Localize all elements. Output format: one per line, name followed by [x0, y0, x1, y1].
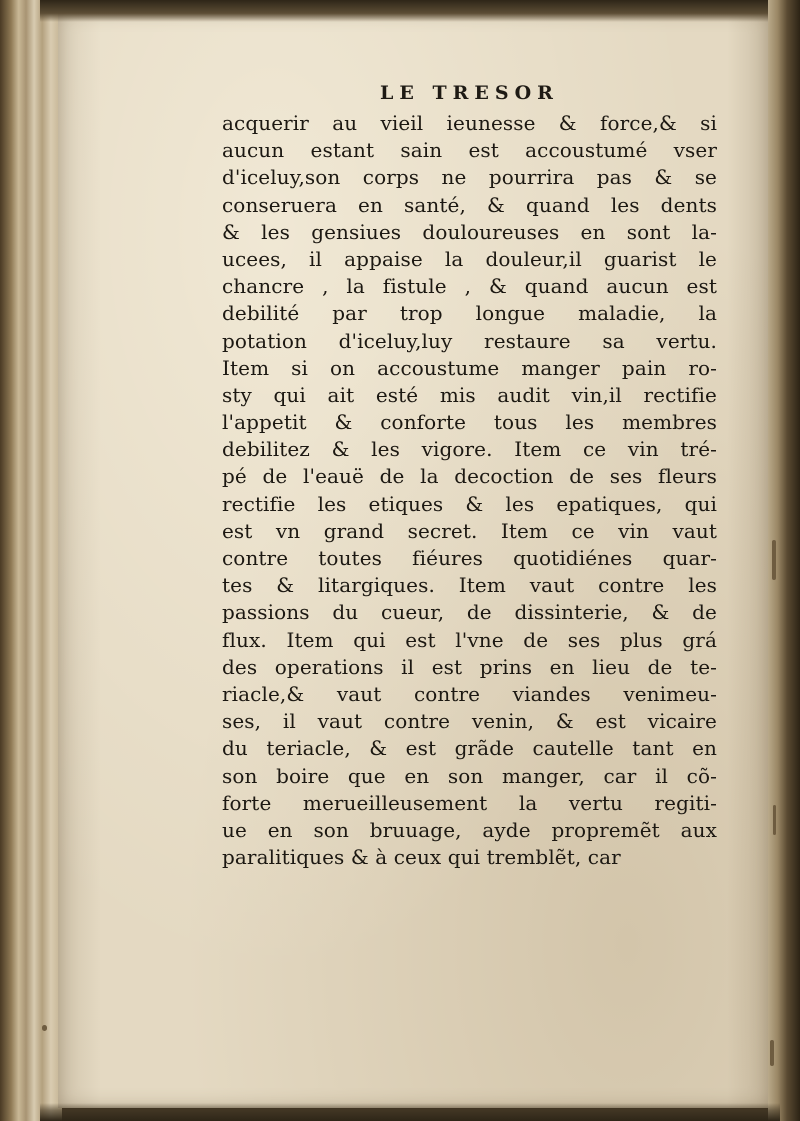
- text-line: sty qui ait esté mis audit vin,il rectifie: [222, 382, 717, 407]
- text-line: rectifie les etiques & les epatiques, qui: [222, 491, 717, 516]
- text-line: paralitiques & à ceux qui tremblẽt, car: [222, 845, 621, 870]
- text-line: debilité par trop longue maladie, la: [222, 301, 717, 326]
- page-top-shadow: [40, 0, 780, 22]
- text-line: & les gensiues douloureuses en sont la-: [222, 219, 717, 244]
- text-line: chancre , la fistule , & quand aucun est: [222, 274, 717, 299]
- text-line: riacle,& vaut contre viandes venimeu-: [222, 681, 717, 706]
- text-line: ue en son bruuage, ayde propremẽt aux: [222, 817, 717, 842]
- text-line: l'appetit & conforte tous les membres: [222, 410, 717, 435]
- book-edge-left: [0, 0, 62, 1121]
- page-bottom-shadow: [40, 1103, 780, 1121]
- right-margin-mark: [772, 540, 776, 580]
- text-line: tes & litargiques. Item vaut contre les: [222, 573, 717, 598]
- text-line: conseruera en santé, & quand les dents: [222, 192, 717, 217]
- right-margin-mark: [770, 1040, 774, 1066]
- left-margin-mark: [42, 1025, 47, 1031]
- body-text: [222, 110, 717, 871]
- text-line: forte merueilleusement la vertu regiti-: [222, 790, 717, 815]
- text-line: debilitez & les vigore. Item ce vin tré-: [222, 437, 717, 462]
- text-line: aucun estant sain est accoustumé vser: [222, 138, 717, 163]
- text-line: des operations il est prins en lieu de te-: [222, 654, 717, 679]
- text-line: passions du cueur, de dissinterie, & de: [222, 600, 717, 625]
- text-line: potation d'iceluy,luy restaure sa vertu.: [222, 328, 717, 353]
- text-line: ses, il vaut contre venin, & est vicaire: [222, 709, 717, 734]
- text-line: acquerir au vieil ieunesse & force,& si: [222, 111, 717, 135]
- text-line: contre toutes fiéures quotidiénes quar-: [222, 546, 717, 570]
- text-line: son boire que en son manger, car il cõ-: [222, 763, 717, 788]
- text-line: du teriacle, & est grãde cautelle tant en: [222, 736, 717, 761]
- right-margin-mark: [773, 805, 776, 835]
- text-line: ucees, il appaise la douleur,il guarist le: [222, 246, 717, 271]
- text-line: flux. Item qui est l'vne de ses plus grá: [222, 627, 717, 652]
- text-line: Item si on accoustume manger pain ro-: [222, 355, 717, 380]
- text-line: d'iceluy,son corps ne pourrira pas & se: [222, 165, 717, 190]
- text-line: est vn grand secret. Item ce vin vaut: [222, 518, 717, 543]
- text-line: pé de l'eauë de la decoction de ses fleurs: [222, 464, 717, 489]
- running-head: LE TRESOR: [380, 82, 559, 104]
